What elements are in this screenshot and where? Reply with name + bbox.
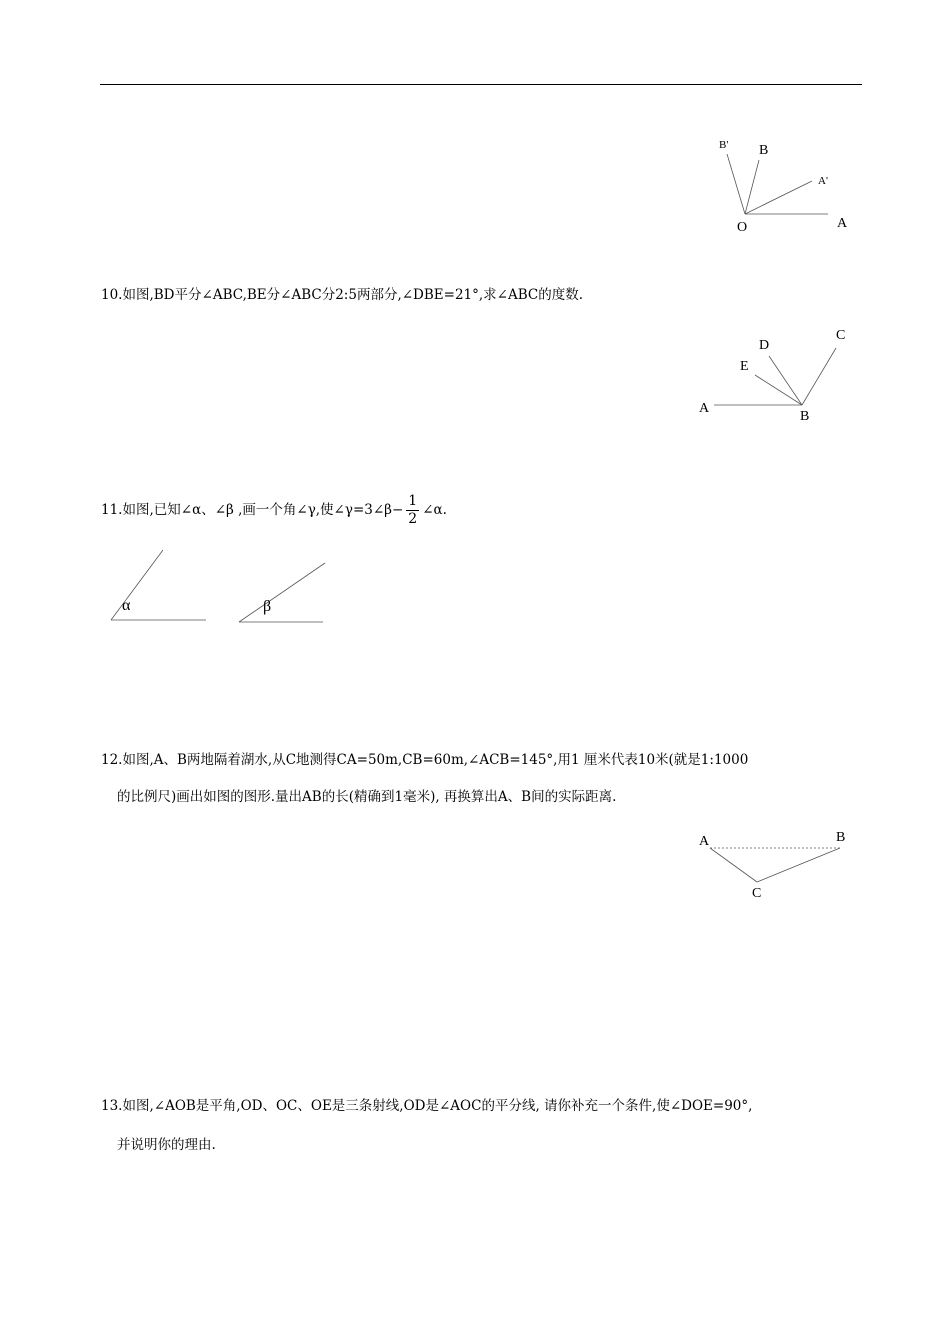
segment-CB bbox=[757, 848, 840, 882]
fraction-one-half bbox=[406, 493, 419, 528]
label-beta: β bbox=[263, 598, 272, 615]
label-C: C bbox=[836, 328, 846, 343]
label-A: A bbox=[837, 216, 848, 231]
question-12-line1: 12.如图,A、B两地隔着湖水,从C地测得CA=50m,CB=60m,∠ACB=145°,用1 厘米代表10米(就是1:1000 bbox=[101, 752, 749, 768]
question-13-line2: 并说明你的理由. bbox=[117, 1137, 216, 1153]
alpha-ray-2 bbox=[111, 550, 163, 620]
beta-ray-2 bbox=[239, 563, 325, 622]
label-B-prime: B' bbox=[719, 139, 729, 151]
ray-OB-prime bbox=[727, 154, 745, 214]
ray-OB bbox=[745, 160, 759, 214]
question-13-line1: 13.如图,∠AOB是平角,OD、OC、OE是三条射线,OD是∠AOC的平分线, 请你补充一个条件,使∠DOE=90°, bbox=[101, 1098, 753, 1114]
label-alpha: α bbox=[122, 597, 131, 614]
ray-OA-prime bbox=[745, 181, 812, 214]
label-B-10: B bbox=[800, 409, 810, 424]
label-D: D bbox=[759, 338, 770, 353]
question-11-suffix: ∠α. bbox=[422, 502, 447, 518]
question-11 bbox=[101, 493, 447, 528]
ray-BE bbox=[755, 375, 802, 405]
segment-CA bbox=[710, 848, 757, 882]
question-11-prefix: 11.如图,已知∠α、∠β ,画一个角∠γ,使∠γ=3∠β− bbox=[101, 502, 404, 518]
label-E: E bbox=[740, 359, 749, 374]
label-A-10: A bbox=[699, 401, 710, 416]
question-12-line2: 的比例尺)画出如图的图形.量出AB的长(精确到1毫米), 再换算出A、B间的实际距离. bbox=[117, 789, 617, 805]
ray-BC bbox=[802, 348, 836, 405]
label-A-12: A bbox=[699, 834, 710, 849]
label-A-prime: A' bbox=[818, 175, 828, 187]
label-O: O bbox=[737, 220, 748, 235]
question-10: 10.如图,BD平分∠ABC,BE分∠ABC分2:5两部分,∠DBE=21°,求∠ABC的度数. bbox=[101, 287, 584, 303]
label-B: B bbox=[759, 143, 769, 158]
ray-BD bbox=[769, 356, 802, 405]
label-B-12: B bbox=[836, 830, 846, 845]
label-C-12: C bbox=[752, 886, 762, 901]
fraction-numerator: 1 bbox=[408, 493, 418, 509]
fraction-denominator: 2 bbox=[408, 511, 418, 527]
